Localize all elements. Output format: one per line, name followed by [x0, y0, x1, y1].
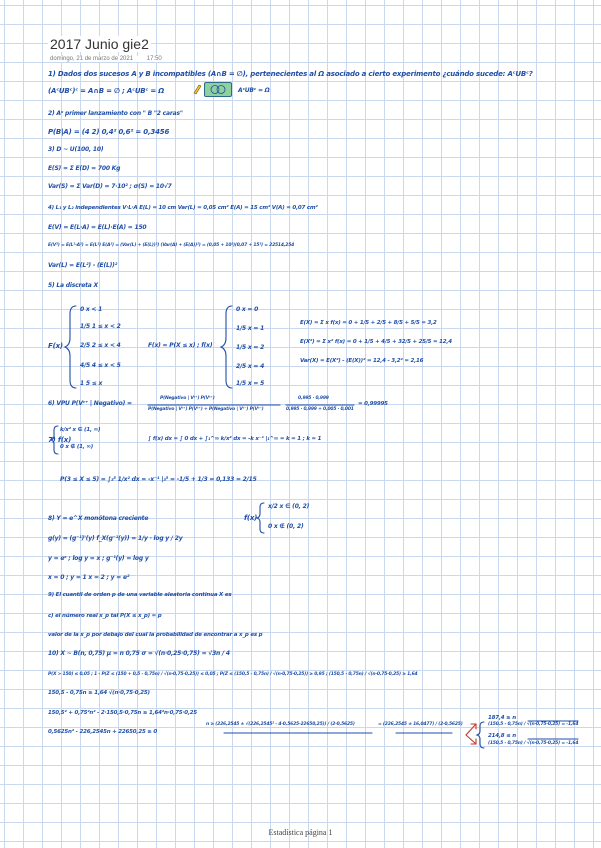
- arrow-up-q10: [466, 724, 476, 735]
- q10-roots-value: = (226,2545 ± 16,0477) / (2·0,5625): [378, 722, 463, 727]
- q7-normalization: ∫ f(x) dx = ∫ 0 dx + ∫₁^∞ k/x² dx = -k x⁻¹ |₁^∞ = k = 1 ; k = 1: [148, 436, 322, 442]
- q6-denominator: P(Negativo | Vᶜ⁺) P(Vᶜ⁺) + P(Negativo | Vᶜ⁻) P(Vᶜ⁻): [148, 407, 264, 412]
- q5-pmf-row: 1/5 x = 1: [236, 325, 265, 332]
- q3-statement: 3) D ~ U(100, 10): [48, 146, 104, 153]
- q10-squared: 150,5² + 0,75²n² - 2·150,5·0,75n ≥ 1,64²n·0,75·0,25: [48, 710, 197, 716]
- q4-second-moment: E(V²) = E(L²·A²) = E(L²) E(A²) = (Var(L) + (E(L))²) (Var(A) + (E(A))²) = (0,05 + 10²)(0,07 + 15²) = 22514,254: [48, 243, 295, 248]
- q1-answer: (AᶜUBᶜ)ᶜ = A∩B = ∅ ; AᶜUBᶜ = Ω: [48, 87, 165, 95]
- q4-statement: 4) L₁ y L₂ independientes V·L·A E(L) = 10 cm Var(L) = 0,05 cm² E(A) = 15 cm² V(A) = 0,07 cm²: [48, 205, 318, 211]
- q10-root-upper: 187,4 ≥ n: [488, 715, 516, 721]
- q7-density-row: k/x² x ∈ (1, ∞): [60, 427, 101, 433]
- q5-cdf-row: 1 5 ≤ x: [80, 380, 103, 387]
- q5-pmf-row: 1/5 x = 5: [236, 380, 265, 387]
- q8-density-row: x/2 x ∈ (0, 2): [268, 503, 310, 510]
- q5-pmf-row: 0 x = 0: [236, 306, 259, 313]
- q7-statement: 7) f(x): [48, 436, 72, 444]
- q6-numerator-values: 0,995 · 0,999: [298, 396, 329, 401]
- q10-step: 150,5 - 0,75n ≥ 1,64 √(n·0,75·0,25): [48, 690, 150, 696]
- q9-answer: c) el número real x_p tal P(X ≤ x_p) = p: [48, 613, 162, 619]
- page-footer: Estadística página 1: [268, 828, 333, 837]
- q5-statement: 5) La discreta X: [48, 282, 98, 289]
- q7-probability: P(3 ≤ X ≤ 5) = ∫₃⁵ 1/x² dx = -x⁻¹ |₃⁵ = -1/5 + 1/3 = 0,133 = 2/15: [60, 476, 257, 483]
- brace-density-q8: [257, 503, 264, 533]
- q8-density-row: 0 x ∉ (0, 2): [268, 523, 304, 530]
- q6-numerator: P(Negativo | Vᶜ⁺) P(Vᶜ⁺): [160, 396, 215, 401]
- q9-statement: 9) El cuantil de orden p de una variable aleatoria continua X es: [48, 592, 232, 598]
- q3-variance: Var(S) = Σ Var(D) = 7·10² ; σ(S) = 10√7: [48, 183, 172, 190]
- q7-density-row: 0 x ∉ (1, ∞): [60, 444, 94, 450]
- q5-cdf-row: 4/5 4 ≤ x < 5: [80, 362, 121, 369]
- q5-expectation: E(X) = Σ x f(x) = 0 + 1/5 + 2/5 + 8/5 + 5/5 = 3,2: [300, 320, 437, 326]
- q5-pmf-row: 2/5 x = 4: [236, 363, 265, 370]
- brace-cdf: [65, 306, 76, 388]
- q6-denominator-values: 0,995 · 0,999 + 0,005 · 0,001: [286, 407, 354, 412]
- q6-statement: 6) VPU P(Vᶜ⁺ | Negativo) =: [48, 400, 132, 407]
- q5-pmf-label: F(x) = P(X ≤ x) ; f(x): [148, 342, 213, 349]
- q9-explanation: valor de la x_p por debajo del cual la probabilidad de encontrar a x_p es p: [48, 632, 263, 638]
- q8-transformation: g(y) = (g⁻¹)'(y) f_X(g⁻¹(y)) = 1/y · log y / 2y: [48, 535, 183, 542]
- brace-results-q10: [477, 722, 484, 748]
- q10-root-lower-check: (150,5 - 0,75n) / √(n·0,75·0,25) = -1,64: [488, 741, 579, 746]
- q6-result: = 0,99995: [358, 401, 388, 407]
- q8-statement: 8) Y = e^X monótona creciente: [48, 515, 149, 522]
- page-title: 2017 Junio gie2: [50, 36, 149, 52]
- q10-inequality: P(X > 150) ≤ 0,05 ; 1 - P(Z ≤ (150 + 0,5 - 0,75n) / √(n·0,75·0,25)) ≤ 0,05 ; P(Z ≤ (150,5 - 0,75n) / √(n·0,75·0,25)) ≥ 0,95 ; (150,5 - 0,75n) / √(n·0,75·0,25) ≥ 1,64: [48, 672, 418, 677]
- q10-roots-formula: n ≥ (226,2545 ± √(226,2545² - 4·0,5625·22650,25)) / (2·0,5625): [206, 722, 355, 727]
- q5-variance: Var(X) = E(X²) - (E(X))² = 12,4 - 3,2² = 2,16: [300, 358, 424, 364]
- page-time: 17:50: [146, 56, 162, 62]
- q2-answer: P(B|A) = (4 2) 0,4² 0,6² = 0,3456: [48, 128, 170, 136]
- q3-expectation: E(S) = Σ E(D) = 700 Kg: [48, 165, 121, 172]
- q5-cdf-row: 2/5 2 ≤ x < 4: [80, 342, 121, 349]
- brace-pmf: [221, 306, 232, 388]
- q5-pmf-row: 1/5 x = 2: [236, 344, 265, 351]
- q4-expectation: E(V) = E(L·A) = E(L)·E(A) = 150: [48, 224, 147, 231]
- q10-quadratic: 0,5625n² - 226,2545n + 22650,25 ≥ 0: [48, 729, 158, 735]
- q5-cdf-row: 0 x < 1: [80, 306, 103, 313]
- q1-result: AᶜUBᶜ = Ω: [238, 87, 270, 94]
- arrow-down-q10: [466, 735, 476, 744]
- q10-root-lower: 214,8 ≤ n: [488, 733, 516, 739]
- q2-statement: 2) Aˣ primer lanzamiento con " B "2 caras": [48, 110, 183, 117]
- q10-root-upper-check: (150,5 - 0,75n) / √(n·0,75·0,25) = -1,64: [488, 722, 579, 727]
- q5-second-moment: E(X²) = Σ x² f(x) = 0 + 1/5 + 4/5 + 32/5 + 25/5 = 12,4: [300, 339, 452, 345]
- q4-variance: Var(L) = E(L²) - (E(L))²: [48, 262, 118, 269]
- q10-statement: 10) X ~ B(n, 0,75) μ = n 0,75 σ = √(n·0,25·0,75) = √3n / 4: [48, 650, 230, 657]
- q8-inverse: y = eˣ ; log y = x ; g⁻¹(y) = log y: [48, 555, 149, 562]
- q5-cdf-label: F(x): [48, 342, 63, 350]
- q1-statement: 1) Dados dos sucesos A y B incompatibles (A∩B = ∅), pertenecientes al Ω asociado a cierto experimento ¿cuándo sucede: AᶜUBᶜ?: [48, 70, 533, 78]
- q8-density-label: f(x): [244, 514, 258, 522]
- q8-limits: x = 0 ; y = 1 x = 2 ; y = e²: [48, 574, 130, 581]
- page-date: domingo, 21 de marzo de 2021: [50, 56, 134, 62]
- q5-cdf-row: 1/5 1 ≤ x < 2: [80, 323, 121, 330]
